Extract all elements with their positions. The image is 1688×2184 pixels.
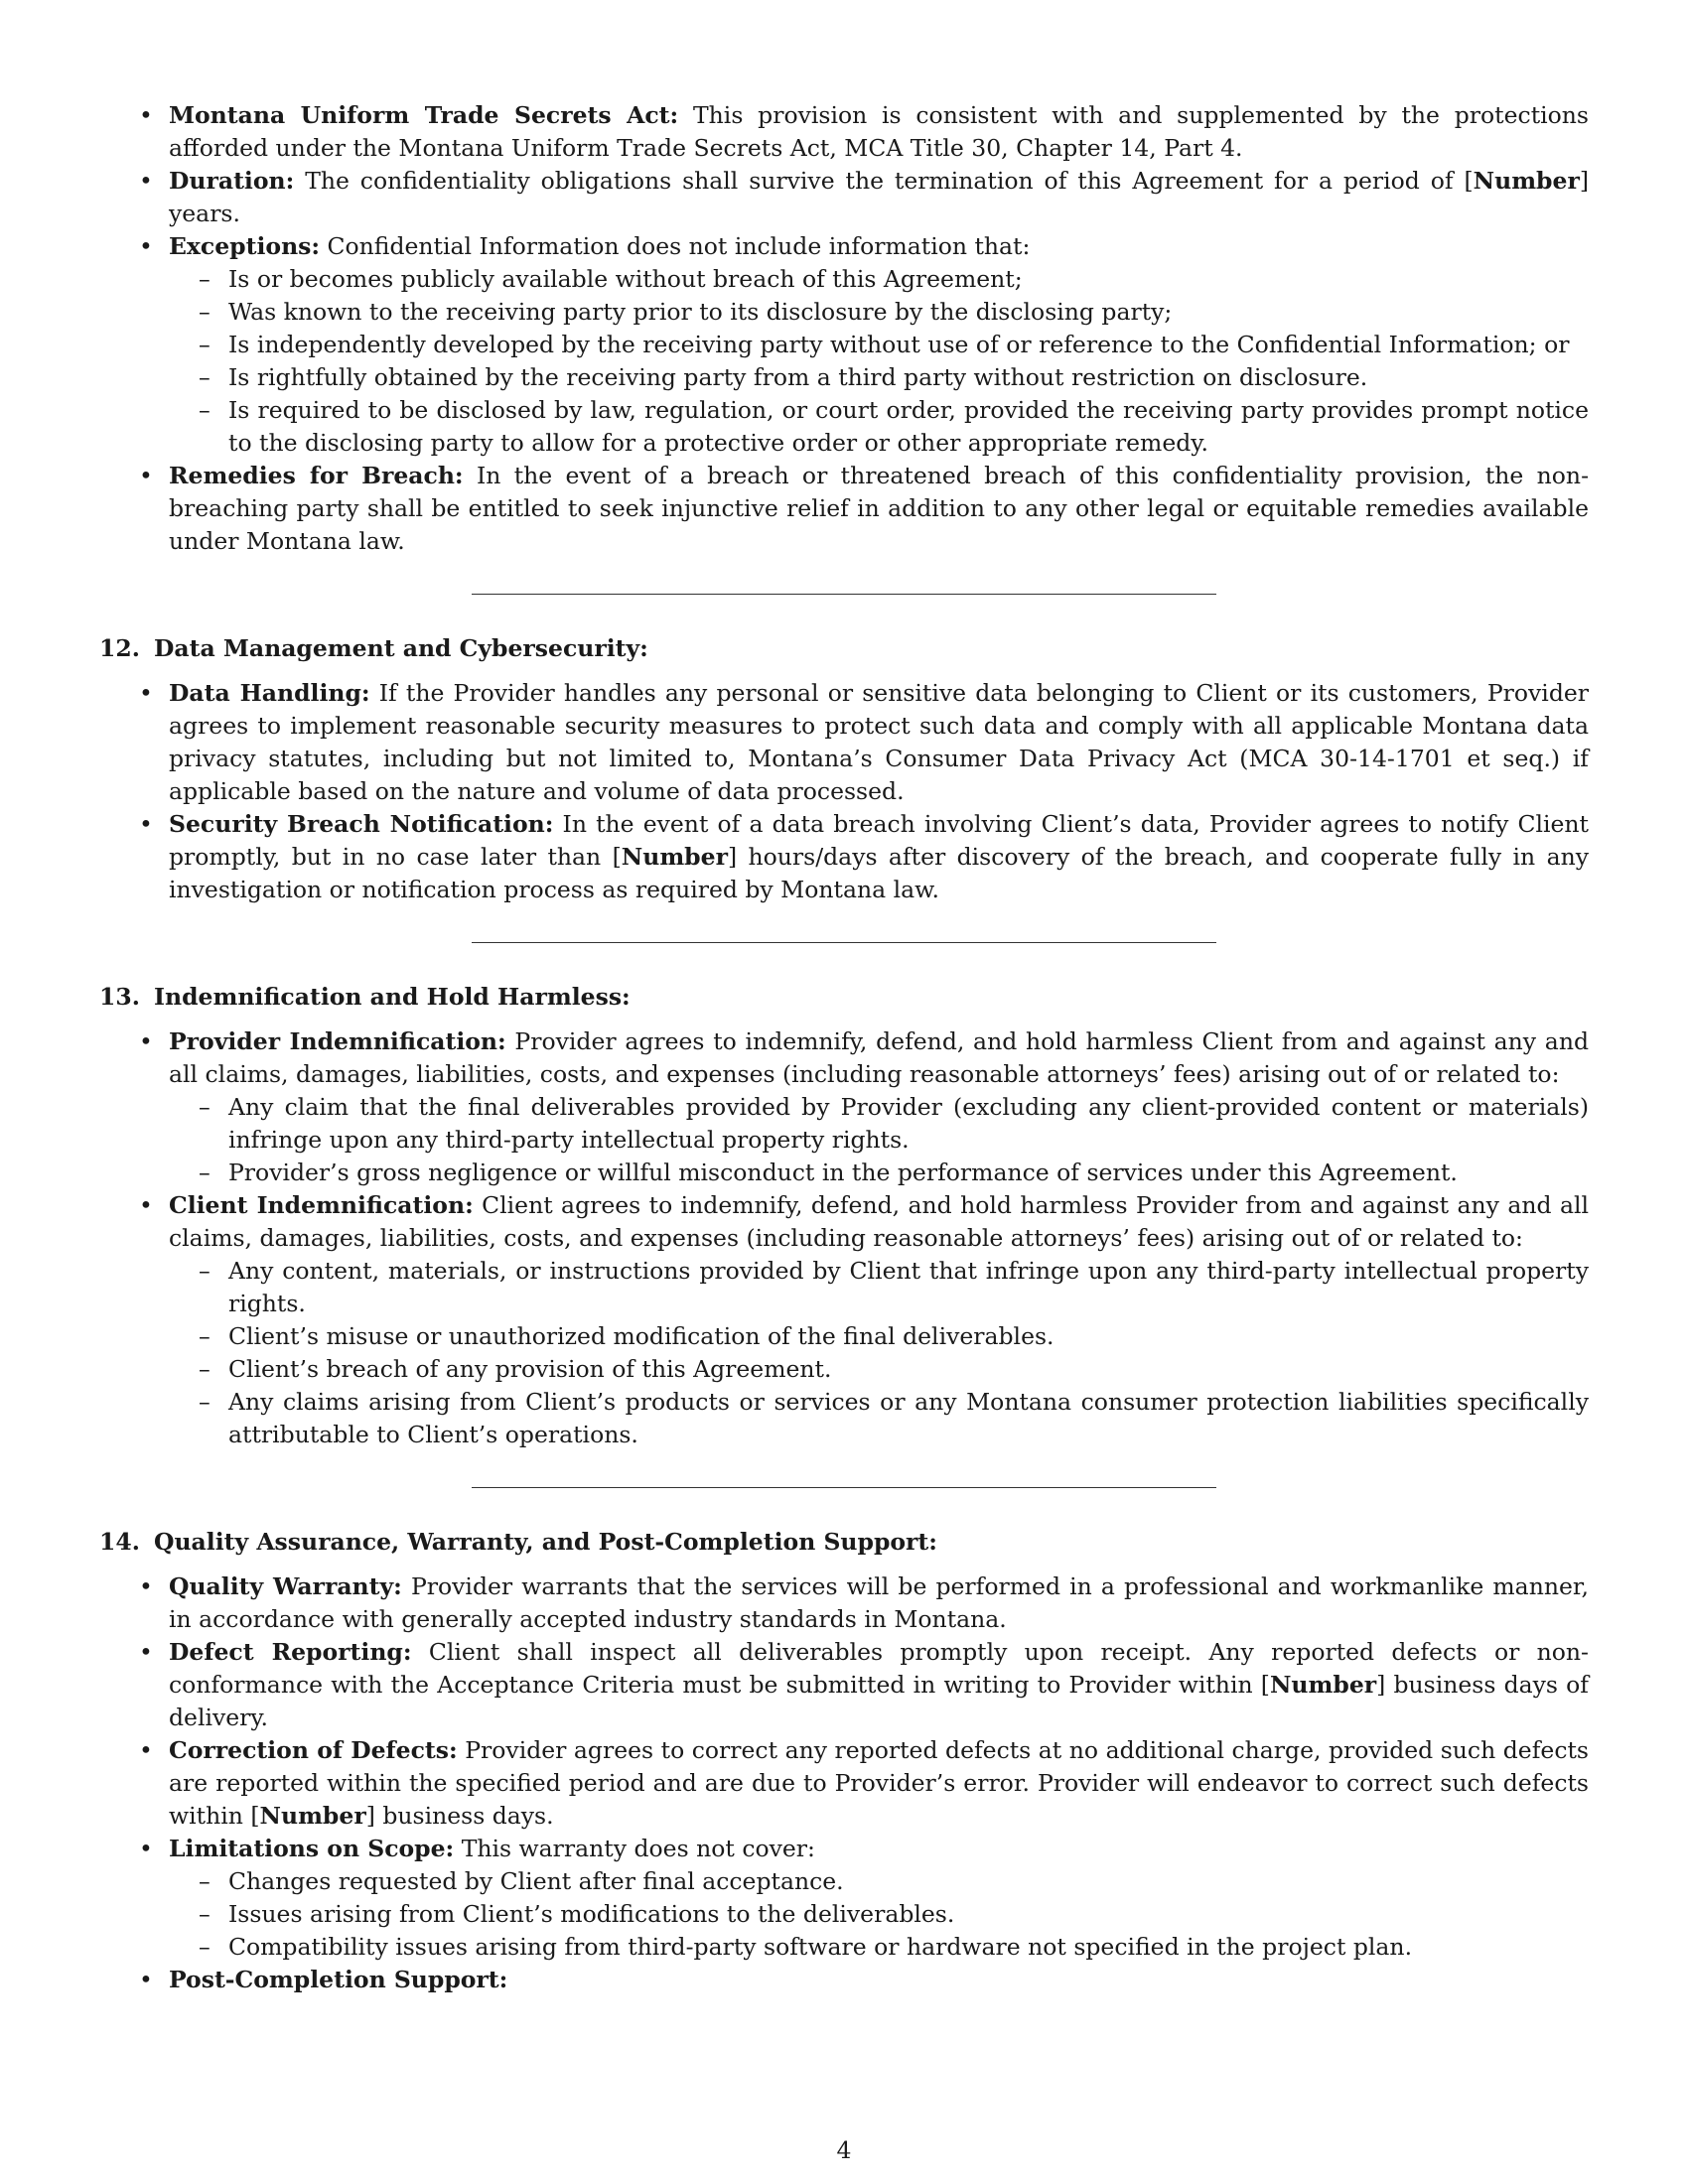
provider-indemnification-list bbox=[169, 1091, 1589, 1189]
limitations-list bbox=[169, 1865, 1589, 1964]
sub-list-item: – Provider’s gross negligence or willful misconduct in the performance of services under this Agreement. bbox=[169, 1157, 1589, 1189]
sub-list-item: – Compatibility issues arising from third-party software or hardware not specified in the project plan. bbox=[169, 1931, 1589, 1964]
list-item: • Provider Indemnification: Provider agrees to indemnify, defend, and hold harmless Client from and against any and all claims, damages, liabilities, costs, and expenses (including reasonable attorneys’ fees) arising out of or related to: – Any claim that the final deliverables provided by Provider (excluding any client-provided content or materials) infringe upon any third-party intellectual property rights. – Provider’s gross negligence or willful misconduct in the performance of services under this Agreement. bbox=[99, 1025, 1589, 1189]
page-number: 4 bbox=[836, 2136, 852, 2164]
sub-list-item: – Was known to the receiving party prior to its disclosure by the disclosing party; bbox=[169, 296, 1589, 329]
sub-list-item: – Any content, materials, or instructions provided by Client that infringe upon any third-party intellectual property rights. bbox=[169, 1255, 1589, 1320]
list-item: • Duration: The confidentiality obligations shall survive the termination of this Agreement for a period of [Number] years. bbox=[99, 165, 1589, 230]
document-page bbox=[99, 99, 1589, 1996]
sub-list-item: – Issues arising from Client’s modifications to the deliverables. bbox=[169, 1898, 1589, 1931]
confidentiality-list bbox=[99, 99, 1589, 558]
section-divider bbox=[472, 942, 1216, 943]
list-item: • Client Indemnification: Client agrees to indemnify, defend, and hold harmless Provider from and against any and all claims, damages, liabilities, costs, and expenses (including reasonable attorneys’ fees) arising out of or related to: – Any content, materials, or instructions provided by Client that infringe upon any third-party intellectual property rights. – Client’s misuse or unauthorized modification of the final deliverables. – Client’s breach of any provision of this Agreement. – Any claims arising from Client’s products or services or any Montana consumer protection liabilities specifically attributable to Client’s operations. bbox=[99, 1189, 1589, 1451]
list-item: • Data Handling: If the Provider handles any personal or sensitive data belonging to Client or its customers, Provider agrees to implement reasonable security measures to protect such data and comply with all applicable Montana data privacy statutes, including but not limited to, Montana’s Consumer Data Privacy Act (MCA 30-14-1701 et seq.) if applicable based on the nature and volume of data processed. bbox=[99, 677, 1589, 808]
sub-list-item: – Any claim that the final deliverables provided by Provider (excluding any client-provided content or materials) infringe upon any third-party intellectual property rights. bbox=[169, 1091, 1589, 1157]
list-item: • Remedies for Breach: In the event of a breach or threatened breach of this confidentiality provision, the non-breaching party shall be entitled to seek injunctive relief in addition to any other legal or equitable remedies available under Montana law. bbox=[99, 460, 1589, 558]
section-heading-12: 12. Data Management and Cybersecurity: bbox=[99, 634, 648, 662]
section-heading-14: 14. Quality Assurance, Warranty, and Post-Completion Support: bbox=[99, 1528, 937, 1556]
client-indemnification-list bbox=[169, 1255, 1589, 1451]
list-item: • Exceptions: Confidential Information does not include information that: – Is or becomes publicly available without breach of this Agreement; – Was known to the receiving party prior to its disclosure by the disclosing party; – Is independently developed by the receiving party without use of or reference to the Confidential Information; or – Is rightfully obtained by the receiving party from a third party without restriction on disclosure. – Is required to be disclosed by law, regulation, or court order, provided the receiving party provides prompt notice to the disclosing party to allow for a protective order or other appropriate remedy. bbox=[99, 230, 1589, 460]
sub-list-item: – Changes requested by Client after final acceptance. bbox=[169, 1865, 1589, 1898]
list-item: • Montana Uniform Trade Secrets Act: This provision is consistent with and supplemented by the protections afforded under the Montana Uniform Trade Secrets Act, MCA Title 30, Chapter 14, Part 4. bbox=[99, 99, 1589, 165]
list-item: • Security Breach Notification: In the event of a data breach involving Client’s data, Provider agrees to notify Client promptly, but in no case later than [Number] hours/days after discovery of the breach, and cooperate fully in any investigation or notification process as required by Montana law. bbox=[99, 808, 1589, 906]
sub-list-item: – Any claims arising from Client’s products or services or any Montana consumer protection liabilities specifically attributable to Client’s operations. bbox=[169, 1386, 1589, 1451]
section-12-list bbox=[99, 677, 1589, 906]
sub-list-item: – Is rightfully obtained by the receiving party from a third party without restriction on disclosure. bbox=[169, 361, 1589, 394]
section-divider bbox=[472, 594, 1216, 595]
list-item: • Post-Completion Support: bbox=[99, 1964, 1589, 1996]
sub-list-item: – Is required to be disclosed by law, regulation, or court order, provided the receiving party provides prompt notice to the disclosing party to allow for a protective order or other appropriate remedy. bbox=[169, 394, 1589, 460]
sub-list-item: – Is independently developed by the receiving party without use of or reference to the Confidential Information; or bbox=[169, 329, 1589, 361]
section-14-list bbox=[99, 1570, 1589, 1996]
sub-list-item: – Is or becomes publicly available without breach of this Agreement; bbox=[169, 263, 1589, 296]
list-item: • Correction of Defects: Provider agrees to correct any reported defects at no additional charge, provided such defects are reported within the specified period and are due to Provider’s error. Provider will endeavor to correct such defects within [Number] business days. bbox=[99, 1734, 1589, 1833]
list-item: • Quality Warranty: Provider warrants that the services will be performed in a professional and workmanlike manner, in accordance with generally accepted industry standards in Montana. bbox=[99, 1570, 1589, 1636]
sub-list-item: – Client’s misuse or unauthorized modification of the final deliverables. bbox=[169, 1320, 1589, 1353]
exceptions-list bbox=[169, 263, 1589, 460]
section-divider bbox=[472, 1487, 1216, 1488]
list-item: • Limitations on Scope: This warranty does not cover: – Changes requested by Client after final acceptance. – Issues arising from Client’s modifications to the deliverables. – Compatibility issues arising from third-party software or hardware not specified in the project plan. bbox=[99, 1833, 1589, 1964]
section-13-list bbox=[99, 1025, 1589, 1451]
sub-list-item: – Client’s breach of any provision of this Agreement. bbox=[169, 1353, 1589, 1386]
section-heading-13: 13. Indemnification and Hold Harmless: bbox=[99, 983, 631, 1011]
list-item: • Defect Reporting: Client shall inspect all deliverables promptly upon receipt. Any reported defects or non-conformance with the Acceptance Criteria must be submitted in writing to Provider within [Number] business days of delivery. bbox=[99, 1636, 1589, 1734]
